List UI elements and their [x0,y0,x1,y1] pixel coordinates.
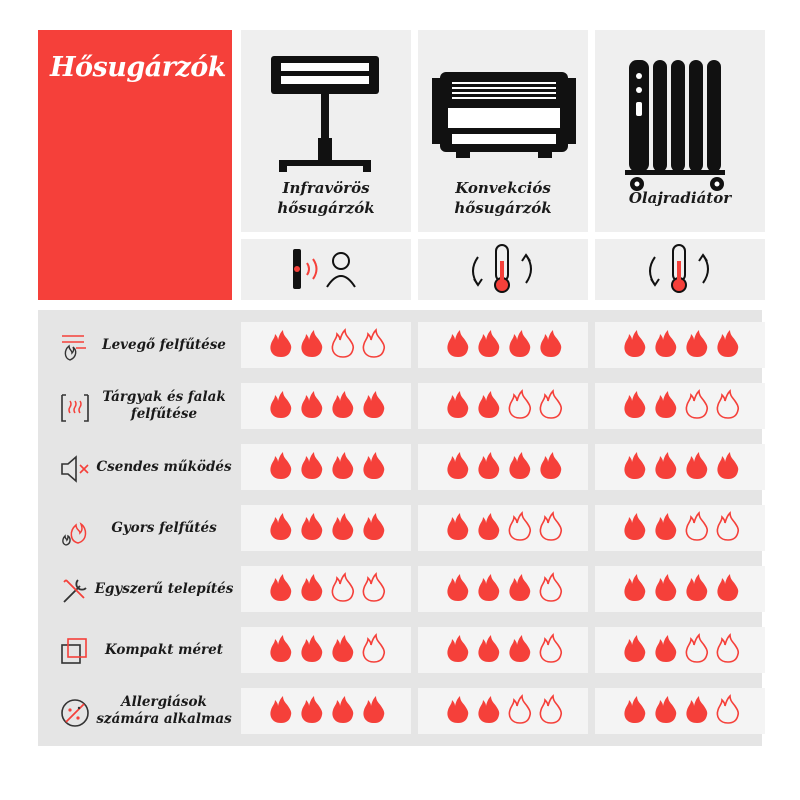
wall-heating-icon [58,391,92,425]
flame-filled-icon [655,452,676,479]
feature-label: Levegő felfűtése [102,336,226,353]
flame-outline-icon [686,635,707,662]
flame-filled-icon [717,452,738,479]
flame-filled-icon [363,513,384,540]
flame-filled-icon [509,330,530,357]
rating-cell [595,505,765,551]
flame-filled-icon [655,330,676,357]
flame-filled-icon [686,330,707,357]
flame-rating [595,322,765,368]
flame-filled-icon [447,635,468,662]
flame-filled-icon [332,452,353,479]
flame-rating [418,688,588,734]
flame-rating [241,444,411,490]
flame-filled-icon [270,696,291,723]
flame-filled-icon [301,574,322,601]
flame-outline-icon [509,513,530,540]
rating-cell [418,688,588,734]
flame-rating [241,688,411,734]
flame-outline-icon [363,635,384,662]
flame-rating [241,505,411,551]
flame-filled-icon [447,391,468,418]
flame-rating [595,627,765,673]
flame-filled-icon [301,696,322,723]
flame-rating [418,322,588,368]
flame-filled-icon [717,330,738,357]
feature-row-label [44,316,234,374]
compact-size-icon [58,635,92,669]
feature-label: Kompakt méret [104,641,223,658]
flame-outline-icon [717,513,738,540]
flame-filled-icon [655,574,676,601]
rating-cell [241,505,411,551]
heater-column-header [418,30,588,232]
flame-filled-icon [717,574,738,601]
feature-label: Allergiások számára alkalmas [96,694,232,727]
rating-cell [595,383,765,429]
silent-speaker-icon [58,452,92,486]
flame-rating [241,566,411,612]
flame-filled-icon [270,330,291,357]
heater-label: Olajradiátor [628,189,732,207]
thermometer-airflow-icon [595,239,765,300]
heater-label: Infravörös hősugárzók [277,179,375,217]
flame-filled-icon [447,513,468,540]
flame-rating [595,505,765,551]
flame-filled-icon [540,452,561,479]
flame-filled-icon [332,635,353,662]
flame-filled-icon [478,330,499,357]
rating-cell [418,505,588,551]
flame-outline-icon [717,696,738,723]
rating-cell [595,322,765,368]
feature-row-label [44,438,234,496]
flame-rating [418,566,588,612]
feature-row-label [44,682,234,740]
feature-row-label [44,560,234,618]
rating-cell [595,566,765,612]
rating-cell [241,627,411,673]
flame-rating [418,627,588,673]
flame-filled-icon [540,330,561,357]
heater-column-header [241,30,411,232]
oil-radiator-icon [595,30,765,200]
flame-filled-icon [655,513,676,540]
flame-filled-icon [270,391,291,418]
flame-filled-icon [363,696,384,723]
flame-filled-icon [332,513,353,540]
flame-filled-icon [332,696,353,723]
rating-cell [241,688,411,734]
flame-filled-icon [478,635,499,662]
flame-filled-icon [270,635,291,662]
rating-cell [595,444,765,490]
fast-heating-flame-icon [58,513,92,547]
feature-label: Egyszerű telepítés [94,580,234,597]
flame-rating [241,322,411,368]
flame-outline-icon [332,330,353,357]
flame-filled-icon [363,391,384,418]
heater-label: Konvekciós hősugárzók [454,179,552,217]
flame-outline-icon [540,391,561,418]
rating-cell [418,444,588,490]
flame-outline-icon [717,391,738,418]
flame-filled-icon [478,574,499,601]
convection-heater-icon [418,30,588,200]
flame-rating [418,505,588,551]
radiant-heat-person-icon [241,239,411,300]
flame-outline-icon [686,391,707,418]
flame-filled-icon [509,452,530,479]
flame-filled-icon [301,330,322,357]
rating-cell [241,444,411,490]
flame-filled-icon [624,452,645,479]
flame-outline-icon [509,391,530,418]
air-heating-icon [58,330,92,364]
flame-outline-icon [540,513,561,540]
heating-mode-cell [241,239,411,300]
flame-filled-icon [447,696,468,723]
flame-rating [418,383,588,429]
flame-filled-icon [478,452,499,479]
flame-filled-icon [655,391,676,418]
flame-filled-icon [301,452,322,479]
rating-cell [418,322,588,368]
infrared-heater-icon [241,30,411,200]
flame-rating [418,444,588,490]
flame-filled-icon [624,574,645,601]
feature-label: Tárgyak és falak felfűtése [102,389,226,422]
flame-filled-icon [270,452,291,479]
flame-outline-icon [332,574,353,601]
rating-cell [595,688,765,734]
feature-label: Csendes működés [96,458,232,475]
flame-rating [595,383,765,429]
flame-filled-icon [655,635,676,662]
flame-rating [241,383,411,429]
rating-cell [241,322,411,368]
flame-filled-icon [270,574,291,601]
heater-column-header [595,30,765,232]
no-allergen-icon [58,696,92,730]
flame-filled-icon [447,452,468,479]
thermometer-airflow-icon [418,239,588,300]
flame-filled-icon [686,574,707,601]
flame-filled-icon [624,330,645,357]
flame-filled-icon [478,391,499,418]
feature-label: Gyors felfűtés [111,519,217,536]
flame-filled-icon [301,513,322,540]
flame-rating [595,444,765,490]
flame-filled-icon [624,635,645,662]
flame-outline-icon [540,635,561,662]
feature-row-label [44,377,234,435]
flame-outline-icon [540,574,561,601]
flame-outline-icon [540,696,561,723]
heating-mode-cell [595,239,765,300]
flame-filled-icon [624,696,645,723]
rating-cell [418,383,588,429]
flame-filled-icon [301,391,322,418]
flame-filled-icon [624,513,645,540]
flame-filled-icon [655,696,676,723]
tools-icon [58,574,92,608]
rating-cell [418,627,588,673]
heating-mode-cell [418,239,588,300]
flame-outline-icon [717,635,738,662]
title-block [38,30,232,300]
feature-row-label [44,621,234,679]
flame-outline-icon [509,696,530,723]
flame-filled-icon [686,452,707,479]
rating-cell [241,566,411,612]
flame-filled-icon [332,391,353,418]
flame-filled-icon [447,330,468,357]
flame-filled-icon [624,391,645,418]
rating-cell [418,566,588,612]
rating-cell [595,627,765,673]
flame-filled-icon [447,574,468,601]
flame-outline-icon [363,574,384,601]
flame-filled-icon [301,635,322,662]
flame-filled-icon [270,513,291,540]
flame-rating [595,688,765,734]
rating-cell [241,383,411,429]
flame-filled-icon [509,635,530,662]
flame-outline-icon [363,330,384,357]
flame-filled-icon [478,696,499,723]
feature-row-label [44,499,234,557]
flame-filled-icon [478,513,499,540]
page-title: Hősugárzók [50,52,226,83]
flame-rating [595,566,765,612]
flame-outline-icon [686,513,707,540]
flame-filled-icon [686,696,707,723]
flame-rating [241,627,411,673]
flame-filled-icon [363,452,384,479]
flame-filled-icon [509,574,530,601]
